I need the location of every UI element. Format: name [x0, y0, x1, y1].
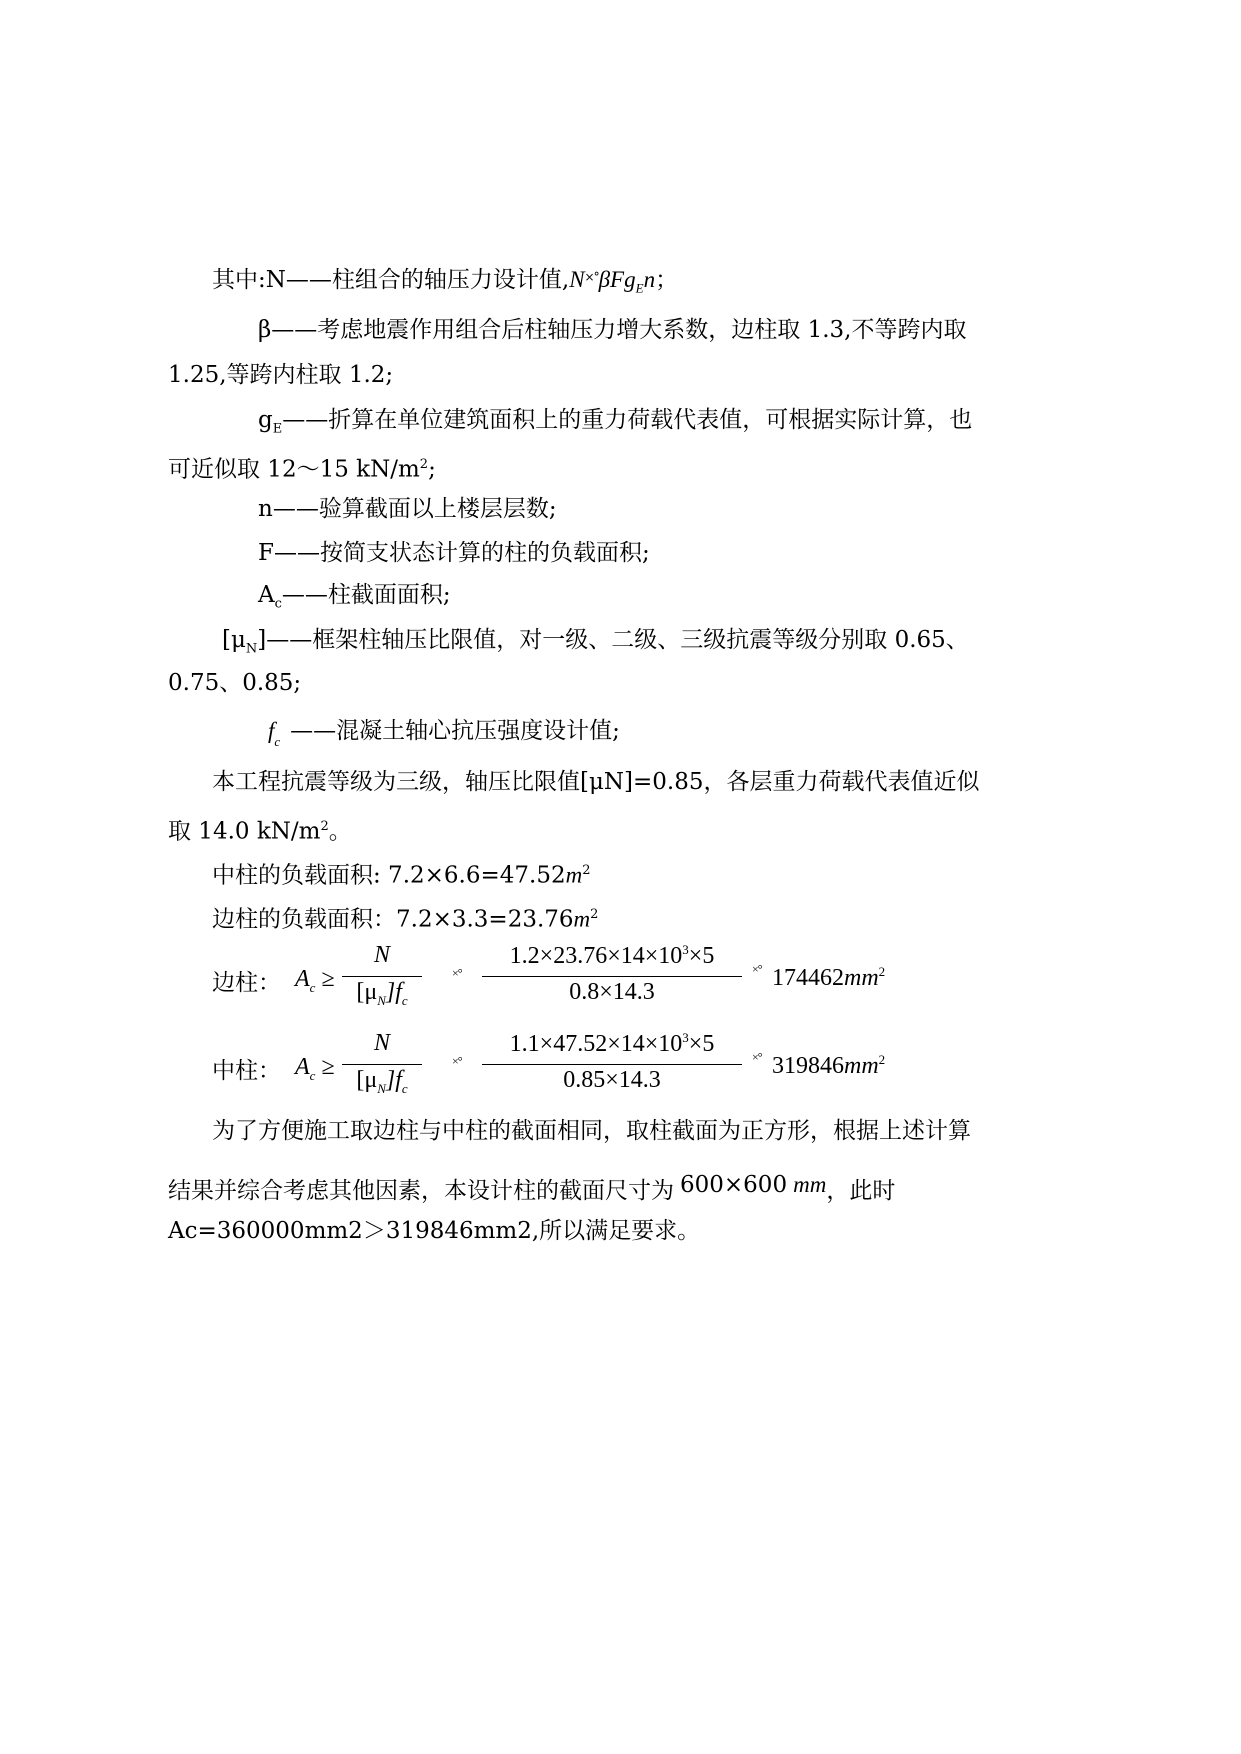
conclusion-paragraph-cont: 结果并综合考虑其他因素，本设计柱的截面尺寸为 600×600 mm，此时: [168, 1172, 896, 1204]
f-definition: F——按简支状态计算的柱的负载面积;: [258, 540, 650, 566]
formula-glyph-artifact: ×°: [452, 966, 462, 980]
numeric-fraction: $1.1\times 47.52\times 14\times 10^3\times 5$ 0.85×14.3: [482, 1030, 742, 1094]
formula-glyph-artifact: ×°: [752, 962, 762, 976]
conclusion-result: Ac=360000mm2＞319846mm2,所以满足要求。: [168, 1218, 701, 1244]
ge-definition-cont: 可近似取 12～15 $kN/m^2$;: [168, 456, 436, 483]
formula-glyph-artifact: ×°: [752, 1050, 762, 1064]
formula-glyph-artifact: ×°: [452, 1054, 462, 1068]
mu-definition-cont: 0.75、0.85;: [168, 670, 302, 696]
edge-column-area: 边柱的负载面积：$7.2\times 3.3=23.76m^2$: [212, 906, 599, 933]
equation-result: $174462mm^2$: [772, 964, 886, 991]
mu-definition: $[\mu_N]——$框架柱轴压比限值，对一级、二级、三级抗震等级分别取 0.65、: [222, 627, 969, 657]
beta-definition: β——考虑地震作用组合后柱轴压力增大系数，边柱取 1.3,不等跨内取: [258, 317, 967, 343]
numeric-fraction: $1.2\times 23.76\times 14\times 10^3\times 5$ 0.8×14.3: [482, 942, 742, 1006]
ac-definition: $A_c——$柱截面面积;: [258, 582, 451, 612]
project-statement-cont: 取 14.0 $kN/m^2$。: [168, 818, 352, 845]
section-dimension: 600×600: [680, 1172, 788, 1198]
equation-result: $319846mm^2$: [772, 1052, 886, 1079]
fraction-n-over-mu-fc: N $[\mu_N]f_c$: [342, 1030, 422, 1097]
definition-intro: 其中:N——柱组合的轴压力设计值,N×°βFg$_E$n；: [212, 267, 679, 296]
project-statement: 本工程抗震等级为三级，轴压比限值[μN]=0.85，各层重力荷载代表值近似: [212, 769, 980, 795]
beta-definition-cont: 1.25,等跨内柱取 1.2;: [168, 362, 394, 388]
fraction-n-over-mu-fc: N $[\mu_N]f_c$: [342, 942, 422, 1009]
fc-definition: $f_c$ ——混凝土轴心抗压强度设计值;: [268, 718, 620, 749]
n-definition: n——验算截面以上楼层层数;: [258, 496, 557, 522]
edge-column-equation: 边柱： $A_c$ ≥ N $[\mu_N]f_c$ ×° $1.2\times 23.76\times 14\times 10^3\times 5$ 0.8×14.3 ×° $174462mm^2$: [212, 942, 886, 1008]
middle-column-equation: 中柱： $A_c$ ≥ N $[\mu_N]f_c$ ×° $1.1\times 47.52\times 14\times 10^3\times 5$ 0.85×14.3 ×° $319846mm^2$: [212, 1030, 886, 1096]
middle-column-area: 中柱的负载面积: $7.2\times 6.6=47.52m^2$: [212, 862, 591, 889]
ge-definition: $g_E——$折算在单位建筑面积上的重力荷载代表值，可根据实际计算，也: [258, 407, 973, 437]
conclusion-paragraph: 为了方便施工取边柱与中柱的截面相同，取柱截面为正方形，根据上述计算: [212, 1118, 971, 1144]
formula-N: N: [569, 267, 585, 292]
formula-glyph-artifact: ×°: [584, 270, 599, 284]
